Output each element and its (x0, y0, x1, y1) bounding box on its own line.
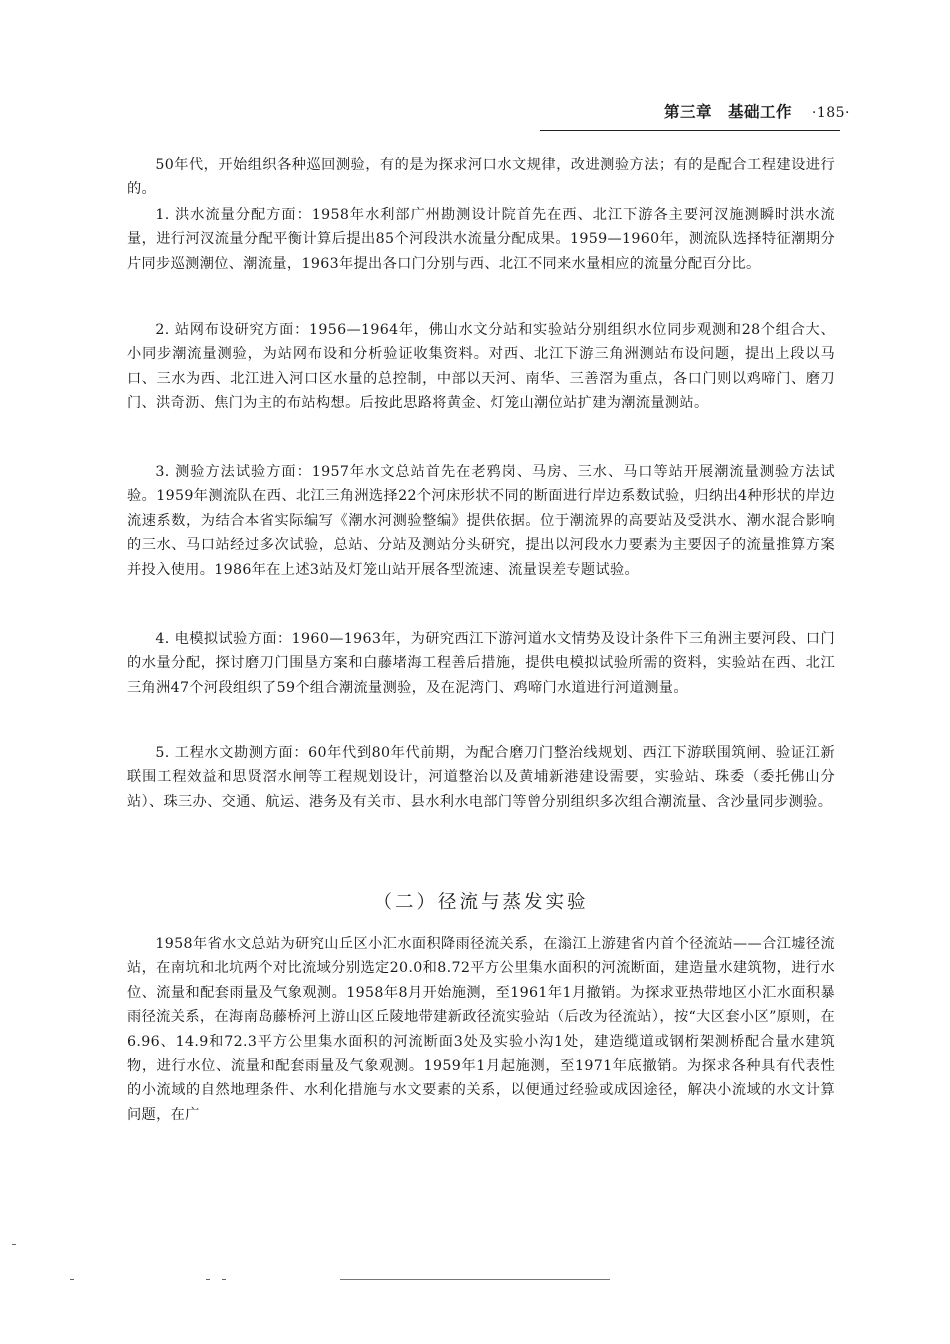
section-label: 基础工作 (727, 103, 792, 121)
paragraph-item-1: 1. 洪水流量分配方面：1958年水利部广州勘测设计院首先在西、北江下游各主要河汊施测瞬时洪水流量，进行河汊流量分配平衡计算后提出85个河段洪水流量分配成果。1959—1960年，测流队选择特征潮期分片同步巡测潮位、潮流量，1963年提出各口门分别与西、北江不同来水量相应的流量分配百分比。 (127, 207, 835, 272)
scan-artifact-dot (206, 1279, 210, 1280)
running-header (560, 100, 850, 122)
section-subheading: （二）径流与蒸发实验 (373, 892, 589, 914)
scan-artifact-dot (222, 1279, 226, 1280)
scan-artifact-dot (12, 1244, 16, 1245)
paragraph-item-4: 4. 电模拟试验方面：1960—1963年，为研究西江下游河道水文情势及设计条件下三角洲主要河段、口门的水量分配，探讨磨刀门围垦方案和白藤堵海工程善后措施，提供电模拟试验所需的资料，实验站在西、北江三角洲47个河段组织了59个组合潮流量测验，及在泥湾门、鸡啼门水道进行河道测量。 (127, 631, 835, 696)
scan-artifact-line (340, 1279, 610, 1280)
scan-artifact-dot (70, 1279, 74, 1280)
header-rule (540, 130, 840, 131)
paragraph-item-2: 2. 站网布设研究方面：1956—1964年，佛山水文分站和实验站分别组织水位同步观测和28个组合大、小同步潮流量测验，为站网布设和分析验证收集资料。对西、北江下游三角洲测站布设问题，提出上段以马口、三水为西、北江进入河口区水量的总控制，中部以天河、南华、三善滘为重点，各口门则以鸡啼门、磨刀门、洪奇沥、焦门为主的布站构想。后按此思路将黄金、灯笼山潮位站扩建为潮流量测站。 (127, 322, 835, 412)
paragraph-runoff: 1958年省水文总站为研究山丘区小汇水面积降雨径流关系，在滃江上游建省内首个径流站——合江墟径流站，在南坑和北坑两个对比流域分别选定20.0和8.72平方公里集水面积的河流断面，建造量水建筑物，进行水位、流量和配套雨量及气象观测。1958年8月开始施测，至1961年1月撤销。为探求亚热带地区小汇水面积暴雨径流关系，在海南岛藤桥河上游山区丘陵地带建新政径流实验站（后改为径流站），按“大区套小区”原则，在6.96、14.9和72.3平方公里集水面积的河流断面3处及实验小沟1处，建造缆道或钢桁架测桥配合量水建筑物，进行水位、流量和配套雨量及气象观测。1959年1月起施测，至1971年底撤销。为探求各种具有代表性的小流域的自然地理条件、水利化措施与水文要素的关系，以便通过经验或成因途径，解决小流域的水文计算问题，在广 (127, 936, 835, 1123)
paragraph-item-5: 5. 工程水文勘测方面：60年代到80年代前期，为配合磨刀门整治线规划、西江下游联围筑闸、验证江新联围工程效益和思贤滘水闸等工程规划设计，河道整治以及黄埔新港建设需要，实验站、珠委（委托佛山分站）、珠三办、交通、航运、港务及有关市、县水利水电部门等曾分别组织多次组合潮流量、含沙量同步测验。 (127, 745, 835, 810)
paragraph-intro: 50年代，开始组织各种巡回测验，有的是为探求河口水文规律，改进测验方法；有的是配合工程建设进行的。 (127, 157, 835, 198)
chapter-label: 第三章 (664, 103, 713, 121)
paragraph-item-3: 3. 测验方法试验方面：1957年水文总站首先在老鸦岗、马房、三水、马口等站开展潮流量测验方法试验。1959年测流队在西、北江三角洲选择22个河床形状不同的断面进行岸边系数试验，归纳出4种形状的岸边流速系数，为结合本省实际编写《潮水河测验整编》提供依据。位于潮流界的高要站及受洪水、潮水混合影响的三水、马口站经过多次试验，总站、分站及测站分头研究，提出以河段水力要素为主要因子的流量推算方案并投入使用。1986年在上述3站及灯笼山站开展各型流速、流量误差专题试验。 (127, 464, 835, 578)
page-number: ·185· (811, 105, 850, 121)
